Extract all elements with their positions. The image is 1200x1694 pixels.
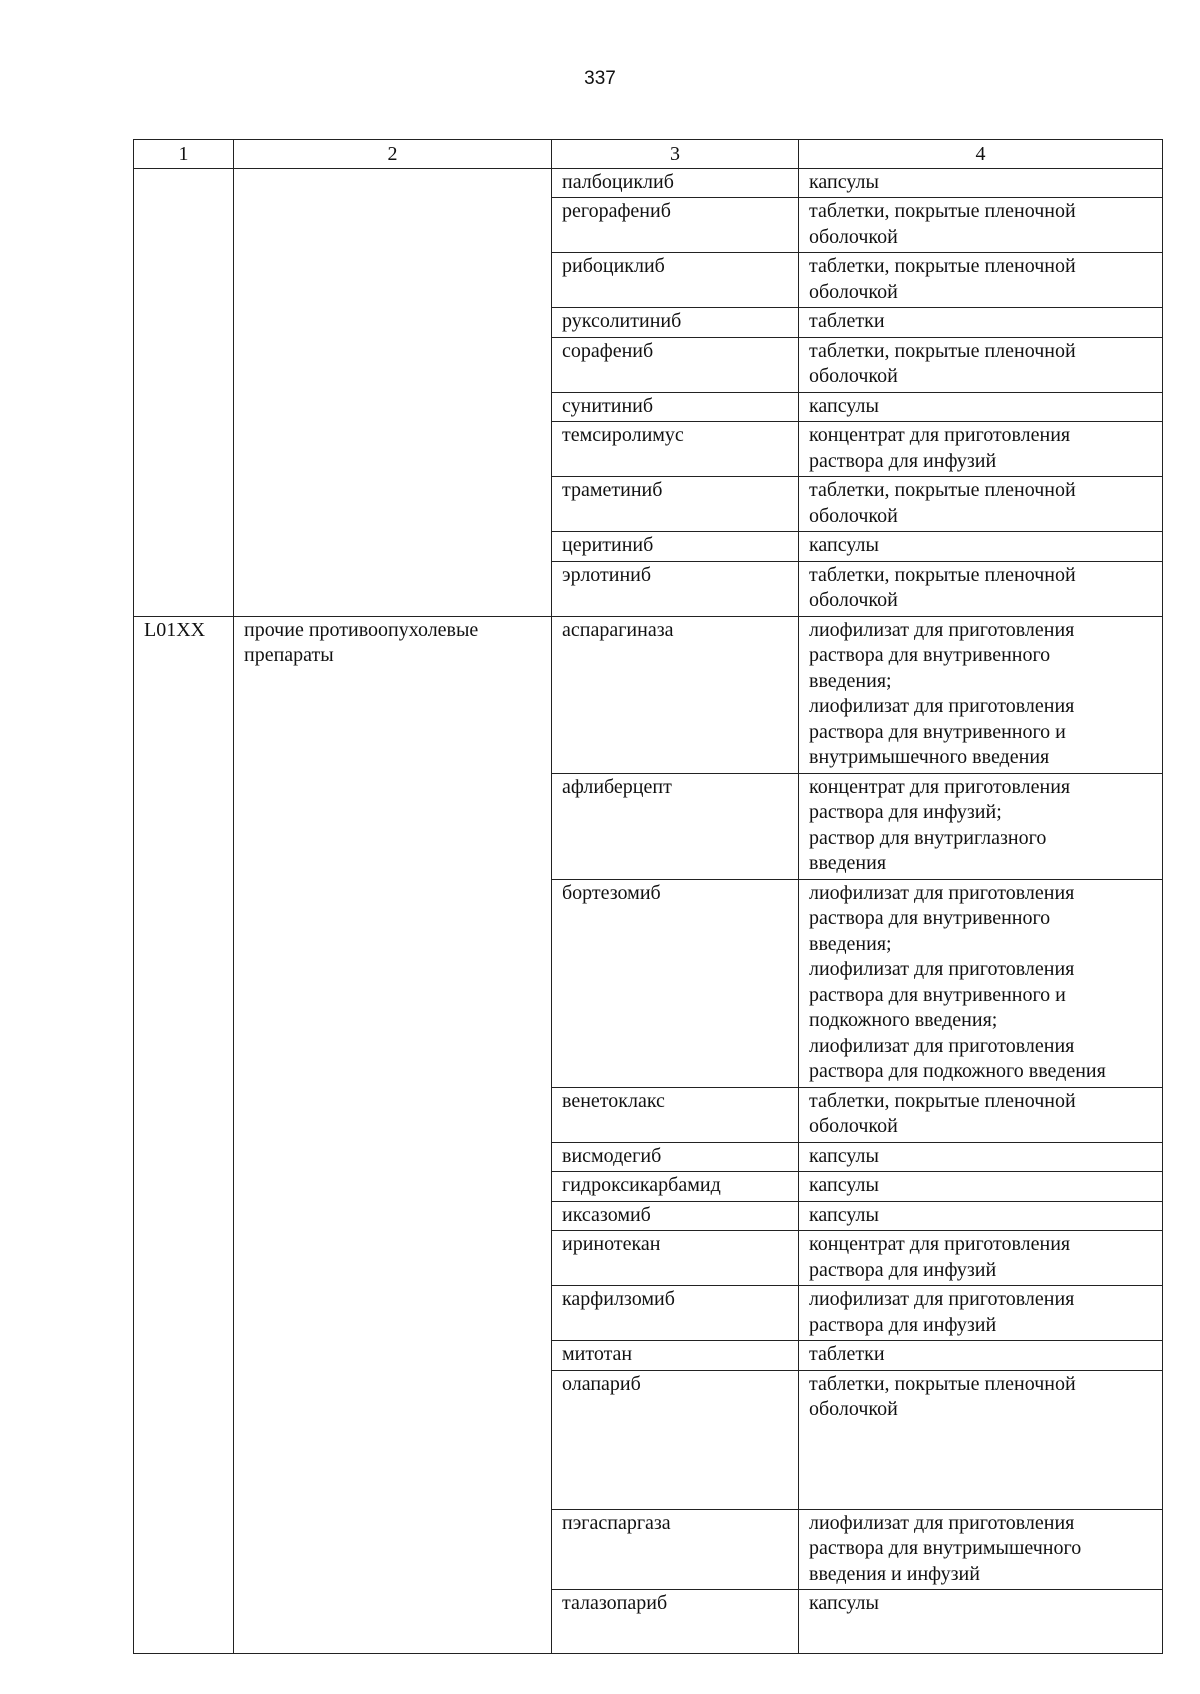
dosage-form: таблетки, покрытые пленочной оболочкой xyxy=(799,561,1163,616)
dosage-form: таблетки xyxy=(799,1341,1163,1371)
column-header-4: 4 xyxy=(799,140,1163,169)
drug-name: аспарагиназа xyxy=(552,616,799,773)
header-row xyxy=(134,140,1163,169)
drug-name: руксолитиниб xyxy=(552,308,799,338)
page-number: 337 xyxy=(584,68,616,89)
dosage-form: капсулы xyxy=(799,392,1163,422)
drug-name: карфилзомиб xyxy=(552,1286,799,1341)
group-code: L01XX xyxy=(134,616,234,1654)
drug-name: талазопариб xyxy=(552,1590,799,1654)
table-row xyxy=(134,616,1163,773)
group-code-cell xyxy=(134,168,234,616)
column-header-1: 1 xyxy=(134,140,234,169)
drug-name: сунитиниб xyxy=(552,392,799,422)
drug-name: иксазомиб xyxy=(552,1201,799,1231)
dosage-form: лиофилизат для приготовления раствора для внутривенного введения; лиофилизат для приготовления раствора для внутривенного и внутримышечного введения xyxy=(799,616,1163,773)
drug-name: гидроксикарбамид xyxy=(552,1172,799,1202)
dosage-form: таблетки, покрытые пленочной оболочкой xyxy=(799,337,1163,392)
dosage-form: капсулы xyxy=(799,1590,1163,1654)
drug-name: траметиниб xyxy=(552,477,799,532)
drug-name: венетоклакс xyxy=(552,1087,799,1142)
dosage-form: таблетки, покрытые пленочной оболочкой xyxy=(799,198,1163,253)
dosage-form: капсулы xyxy=(799,1142,1163,1172)
drug-name: митотан xyxy=(552,1341,799,1371)
dosage-form: концентрат для приготовления раствора для инфузий xyxy=(799,422,1163,477)
column-header-2: 2 xyxy=(234,140,552,169)
column-header-3: 3 xyxy=(552,140,799,169)
dosage-form: таблетки xyxy=(799,308,1163,338)
dosage-form: концентрат для приготовления раствора для инфузий; раствор для внутриглазного введения xyxy=(799,773,1163,879)
dosage-form: капсулы xyxy=(799,1201,1163,1231)
drug-name: афлиберцепт xyxy=(552,773,799,879)
drug-name: темсиролимус xyxy=(552,422,799,477)
drug-name: олапариб xyxy=(552,1370,799,1509)
dosage-form: лиофилизат для приготовления раствора для внутримышечного введения и инфузий xyxy=(799,1509,1163,1590)
dosage-form: лиофилизат для приготовления раствора для инфузий xyxy=(799,1286,1163,1341)
dosage-form: лиофилизат для приготовления раствора для внутривенного введения; лиофилизат для приготовления раствора для внутривенного и подкожного введения; лиофилизат для приготовления раствора для подкожного введения xyxy=(799,879,1163,1087)
drug-name: висмодегиб xyxy=(552,1142,799,1172)
drug-name: палбоциклиб xyxy=(552,168,799,198)
drug-name: эрлотиниб xyxy=(552,561,799,616)
drug-name: сорафениб xyxy=(552,337,799,392)
dosage-form: капсулы xyxy=(799,168,1163,198)
dosage-form: капсулы xyxy=(799,532,1163,562)
group-name-cell xyxy=(234,168,552,616)
dosage-form: таблетки, покрытые пленочной оболочкой xyxy=(799,1370,1163,1509)
drug-table xyxy=(133,139,1163,1654)
dosage-form: таблетки, покрытые пленочной оболочкой xyxy=(799,1087,1163,1142)
drug-name: регорафениб xyxy=(552,198,799,253)
group-name: прочие противоопухолевые препараты xyxy=(234,616,552,1654)
dosage-form: таблетки, покрытые пленочной оболочкой xyxy=(799,253,1163,308)
dosage-form: таблетки, покрытые пленочной оболочкой xyxy=(799,477,1163,532)
drug-name: пэгаспаргаза xyxy=(552,1509,799,1590)
table-row xyxy=(134,168,1163,198)
dosage-form: капсулы xyxy=(799,1172,1163,1202)
drug-name: рибоциклиб xyxy=(552,253,799,308)
drug-name: иринотекан xyxy=(552,1231,799,1286)
drug-name: бортезомиб xyxy=(552,879,799,1087)
dosage-form: концентрат для приготовления раствора для инфузий xyxy=(799,1231,1163,1286)
drug-name: церитиниб xyxy=(552,532,799,562)
